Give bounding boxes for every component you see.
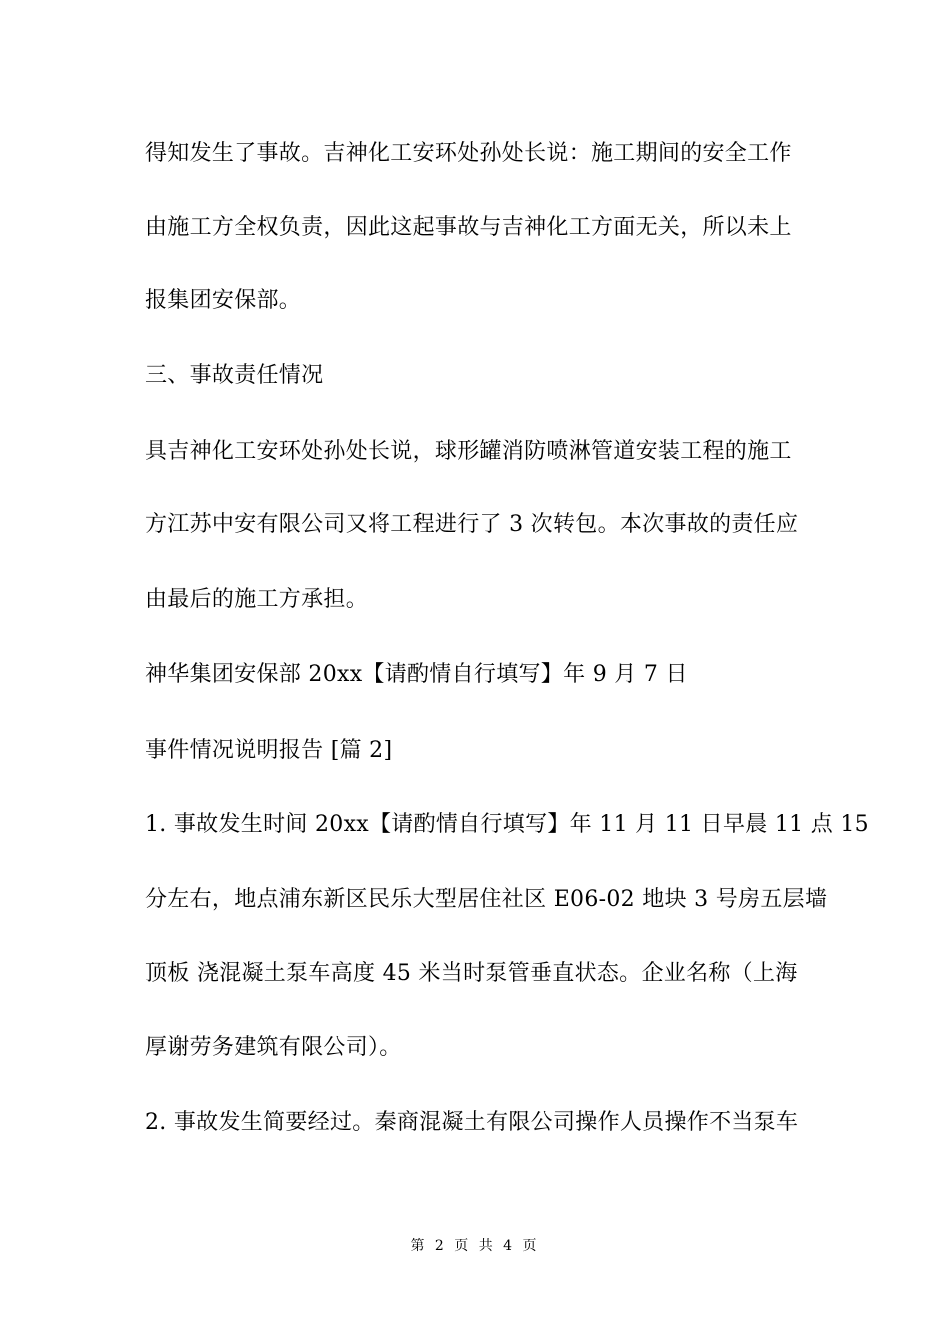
paragraph-line: 顶板 浇混凝土泵车高度 45 米当时泵管垂直状态。企业名称（上海: [145, 961, 798, 986]
report-title: 事件情况说明报告 [篇 2]: [145, 738, 393, 763]
paragraph-line: 报集团安保部。: [145, 288, 302, 313]
signature-line: 神华集团安保部 20xx【请酌情自行填写】年 9 月 7 日: [145, 662, 688, 687]
page-number-footer: 第 2 页 共 4 页: [410, 1238, 540, 1254]
paragraph-line: 具吉神化工安环处孙处长说，球形罐消防喷淋管道安装工程的施工: [145, 439, 792, 464]
paragraph-line: 由最后的施工方承担。: [145, 587, 369, 612]
paragraph-line: 1. 事故发生时间 20xx【请酌情自行填写】年 11 月 11 日早晨 11 点 15: [145, 812, 869, 837]
paragraph-line: 由施工方全权负责，因此这起事故与吉神化工方面无关，所以未上: [145, 215, 792, 240]
paragraph-line: 2. 事故发生简要经过。秦商混凝土有限公司操作人员操作不当泵车: [145, 1110, 799, 1135]
paragraph-line: 得知发生了事故。吉神化工安环处孙处长说：施工期间的安全工作: [145, 141, 792, 166]
paragraph-line: 厚谢劳务建筑有限公司）。: [145, 1035, 402, 1060]
paragraph-line: 方江苏中安有限公司又将工程进行了 3 次转包。本次事故的责任应: [145, 512, 799, 537]
section-heading: 三、事故责任情况: [145, 363, 324, 388]
paragraph-line: 分左右，地点浦东新区民乐大型居住社区 E06-02 地块 3 号房五层墙: [145, 887, 828, 912]
